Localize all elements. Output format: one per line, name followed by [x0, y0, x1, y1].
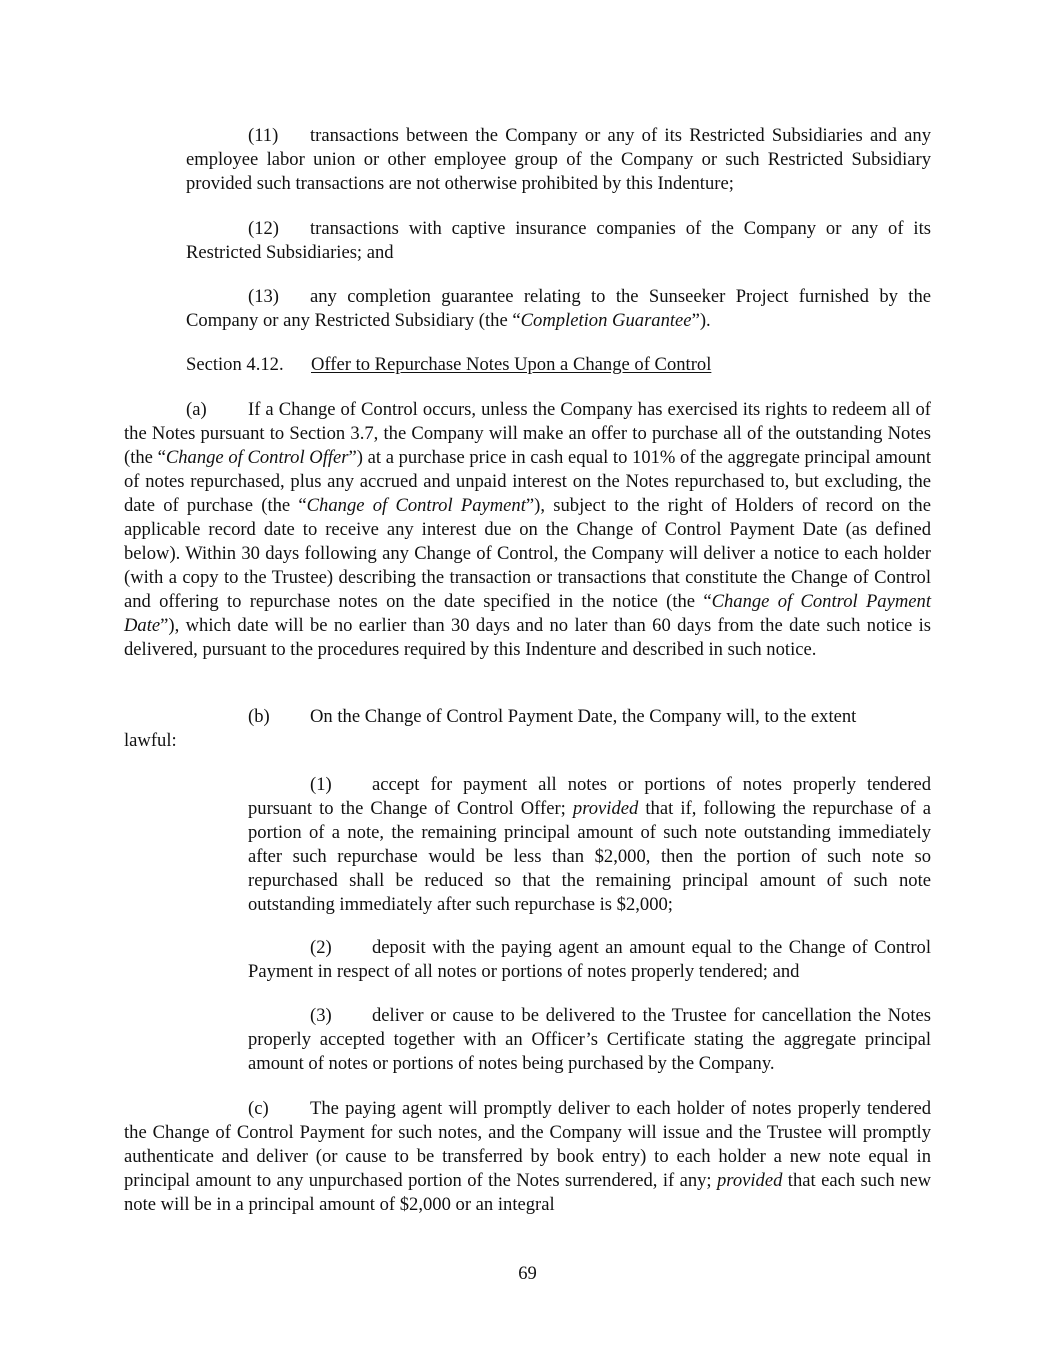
- item-text-1: accept for payment all notes or portions of notes properly tendered pursuant to the Change of Control Offer;: [248, 774, 931, 819]
- paragraph-text-4: ”), which date will be no earlier than 30 days and no later than 60 days from the date such notice is delivered, pursuant to the procedures required by this Indenture and described in such notice.: [124, 615, 931, 660]
- proviso-term: provided: [572, 798, 639, 819]
- paragraph-text-2: ”) at a purchase price in cash equal to 101% of the aggregate principal amount of notes repurchased, plus any accrued and unpaid interest on the Notes repurchased to, but excluding, the date of purchase (the “: [124, 447, 932, 516]
- item-text: deposit with the paying agent an amount equal to the Change of Control Payment in respect of all notes or portions of notes properly tendered; and: [248, 937, 931, 982]
- proviso-term: provided: [717, 1170, 783, 1191]
- item-text-2: that if, following the repurchase of a portion of a note, the remaining principal amount of such note outstanding immediately after such repurchase would be less than $2,000, then the portion of such note so repurchased shall be reduced so that the remaining principal amount of such note outstanding immediately after such repurchase is $2,000;: [248, 798, 931, 915]
- section-number: Section 4.12.: [186, 354, 284, 375]
- paragraph-continuation: lawful:: [124, 730, 177, 751]
- paragraph-b: [124, 705, 931, 753]
- paragraph-text-2: that each such new note will be in a principal amount of $2,000 or an integral: [124, 1170, 931, 1215]
- item-text-after: ”).: [691, 310, 711, 331]
- sub-item-2: [248, 936, 931, 984]
- paragraph-label: (c): [248, 1098, 269, 1119]
- item-number: (11): [248, 125, 279, 146]
- item-number: (1): [310, 774, 332, 795]
- defined-term: Change of Control Payment: [306, 495, 526, 516]
- paragraph-a: [124, 398, 931, 662]
- item-text-before: any completion guarantee relating to the Sunseeker Project furnished by the Company or any Restricted Subsidiary (the “: [186, 286, 931, 331]
- item-number: (13): [248, 286, 279, 307]
- paragraph-label: (a): [186, 399, 207, 420]
- sub-item-3: [248, 1004, 931, 1076]
- page-number: 69: [518, 1263, 537, 1284]
- list-item-13: [186, 285, 931, 333]
- item-number: (12): [248, 218, 279, 239]
- paragraph-text-1: The paying agent will promptly deliver to each holder of notes properly tendered the Change of Control Payment for such notes, and the Company will issue and the Trustee will promptly authenticate and deliver (or cause to be transferred by book entry) to each holder a new note equal in principal amount to any unpurchased portion of the Notes surrendered, if any;: [124, 1098, 931, 1191]
- sub-item-1: [248, 773, 931, 917]
- paragraph-text-1: If a Change of Control occurs, unless the Company has exercised its rights to redeem all of the Notes pursuant to Section 3.7, the Company will make an offer to purchase all of the outstanding Notes (the “: [124, 399, 931, 468]
- item-text: transactions with captive insurance companies of the Company or any of its Restricted Subsidiaries; and: [186, 218, 931, 263]
- item-text: deliver or cause to be delivered to the Trustee for cancellation the Notes properly accepted together with an Officer’s Certificate stating the aggregate principal amount of notes or portions of notes being purchased by the Company.: [248, 1005, 931, 1074]
- item-number: (3): [310, 1005, 332, 1026]
- item-text: transactions between the Company or any of its Restricted Subsidiaries and any employee labor union or other employee group of the Company or such Restricted Subsidiary provided such transactions are not otherwise prohibited by this Indenture;: [186, 125, 931, 194]
- defined-term: Change of Control Offer: [165, 447, 349, 468]
- item-number: (2): [310, 937, 332, 958]
- paragraph-text-3: ”), subject to the right of Holders of record on the applicable record date to receive any interest due on the Change of Control Payment Date (as defined below). Within 30 days following any Change of Control, the Company will deliver a notice to each holder (with a copy to the Trustee) describing the transaction or transactions that constitute the Change of Control and offering to repurchase notes on the date specified in the notice (the “: [124, 495, 931, 612]
- paragraph-text: On the Change of Control Payment Date, the Company will, to the extent: [310, 706, 857, 727]
- list-item-11: [186, 124, 931, 196]
- paragraph-label: (b): [248, 706, 270, 727]
- paragraph-c: [124, 1097, 931, 1217]
- defined-term: Completion Guarantee: [520, 310, 692, 331]
- defined-term: Change of Control Payment Date: [124, 591, 931, 636]
- section-title: Offer to Repurchase Notes Upon a Change of Control: [311, 354, 712, 375]
- list-item-12: [186, 217, 931, 265]
- section-heading: [186, 353, 931, 377]
